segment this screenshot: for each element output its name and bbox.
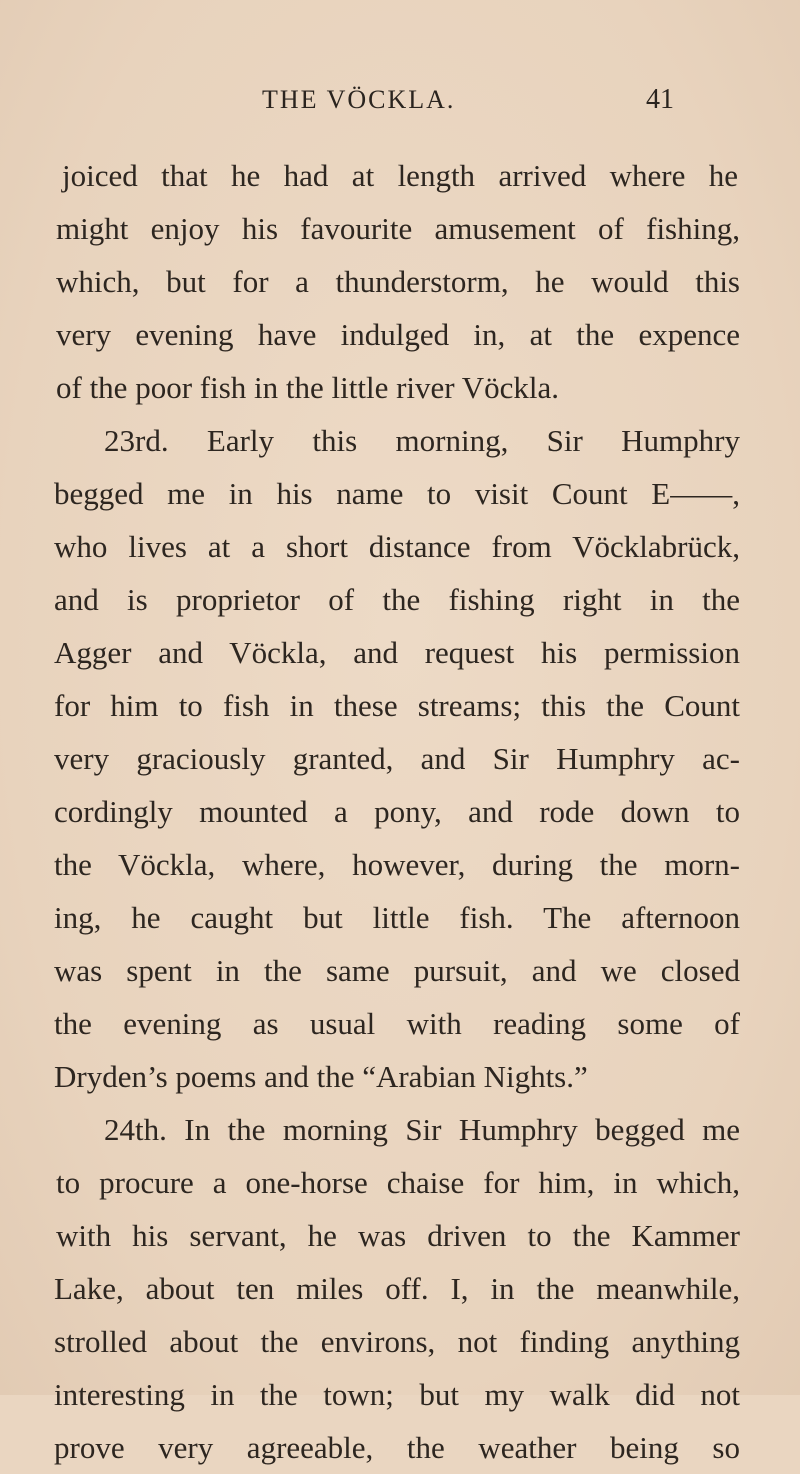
text-line: very evening have indulged in, at the expence [56, 317, 740, 352]
text-line: to procure a one-horse chaise for him, in which, [56, 1165, 740, 1200]
text-line: ing, he caught but little fish. The afternoon [54, 900, 740, 935]
text-line: cordingly mounted a pony, and rode down to [54, 794, 740, 829]
text-line: 23rd. Early this morning, Sir Humphry [104, 423, 740, 458]
text-line: which, but for a thunderstorm, he would this [56, 264, 740, 299]
text-line: strolled about the environs, not finding anything [54, 1324, 740, 1359]
running-head [0, 80, 800, 120]
text-line: Lake, about ten miles off. I, in the meanwhile, [54, 1271, 740, 1306]
text-line: who lives at a short distance from Vöcklabrück, [54, 529, 740, 564]
text-line: for him to fish in these streams; this the Count [54, 688, 740, 723]
text-line: of the poor fish in the little river Vöckla. [56, 370, 560, 405]
text-line: the evening as usual with reading some of [54, 1006, 740, 1041]
text-line: very graciously granted, and Sir Humphry ac- [54, 741, 740, 776]
text-line: prove very agreeable, the weather being so [54, 1430, 740, 1465]
text-line: might enjoy his favourite amusement of fishing, [56, 211, 740, 246]
text-line: and is proprietor of the fishing right in the [54, 582, 740, 617]
text-line: Dryden’s poems and the “Arabian Nights.” [54, 1059, 588, 1094]
text-line: was spent in the same pursuit, and we closed [54, 953, 740, 988]
page-number: 41 [646, 84, 674, 115]
text-line: 24th. In the morning Sir Humphry begged me [104, 1112, 740, 1147]
text-line: joiced that he had at length arrived where he [62, 158, 738, 193]
text-line: begged me in his name to visit Count E——, [54, 476, 740, 511]
text-line: Agger and Vöckla, and request his permission [54, 635, 740, 670]
running-head-title: THE VÖCKLA. [262, 85, 456, 114]
text-line: with his servant, he was driven to the Kammer [56, 1218, 740, 1253]
text-line: the Vöckla, where, however, during the morn- [54, 847, 740, 882]
text-line: interesting in the town; but my walk did not [54, 1377, 740, 1412]
